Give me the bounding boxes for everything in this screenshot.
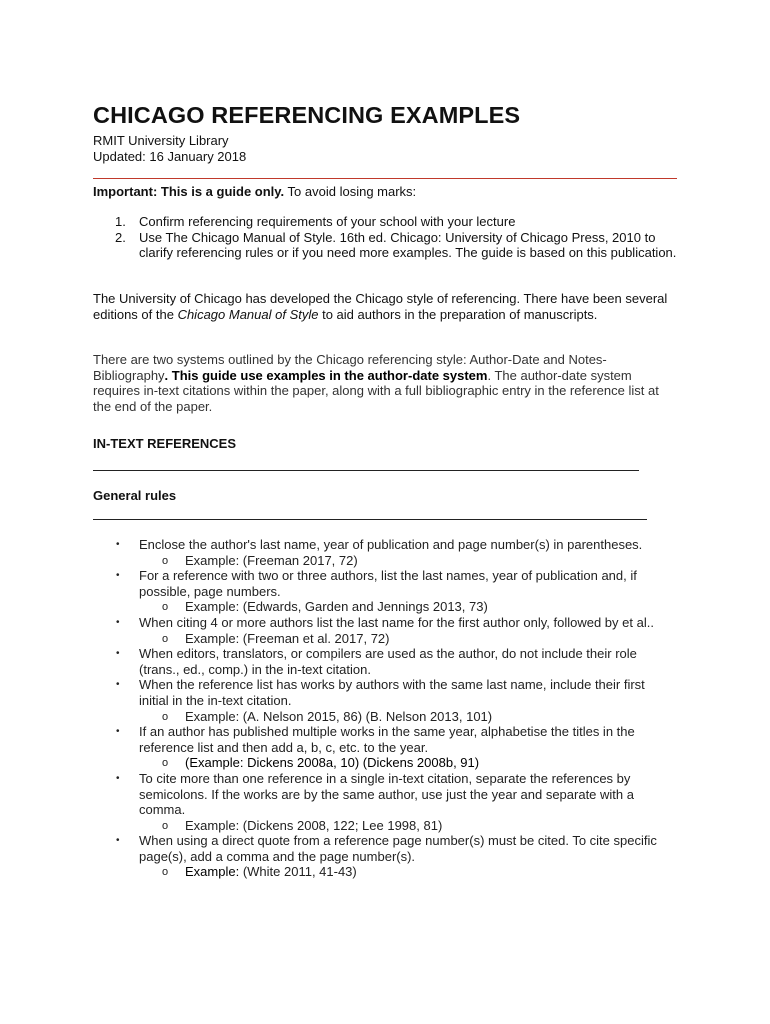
important-rest: To avoid losing marks:	[284, 184, 417, 199]
example-text: (Example: Dickens 2008a, 10) (Dickens 2008b, 91)	[185, 755, 480, 771]
numbered-item	[93, 214, 677, 230]
rule-text: When editors, translators, or compilers are used as the author, do not include their role (trans., ed., comp.) in the in-text citation.	[139, 646, 637, 677]
subheading: General rules	[93, 488, 177, 503]
numbered-item	[93, 230, 677, 261]
rule-text: Enclose the author's last name, year of publication and page number(s) in parentheses.	[139, 537, 643, 552]
page-title: CHICAGO REFERENCING EXAMPLES	[93, 102, 521, 128]
rule-text: For a reference with two or three authors, list the last names, year of publication and, if possible, page numbers.	[139, 568, 637, 599]
example-text: Example: (A. Nelson 2015, 86) (B. Nelson 2013, 101)	[185, 708, 493, 724]
sub-bullet-icon: o	[162, 710, 169, 723]
bullet-icon: •	[116, 616, 120, 628]
rule-item	[93, 833, 677, 880]
item-number: 1.	[115, 214, 126, 229]
rule-item	[93, 677, 677, 724]
item-number: 2.	[115, 229, 126, 245]
example-item	[139, 631, 677, 647]
intro-text: The University of Chicago has developed the Chicago style of referencing. There have been several editions of the	[93, 291, 668, 322]
bullet-icon: •	[116, 570, 120, 582]
systems-text-end: . The author-date system requires in-text citations within the paper, along with a full bibliographic entry in the reference list at the end of the paper.	[93, 367, 659, 414]
item-text: Use The Chicago Manual of Style. 16th ed. Chicago: University of Chicago Press, 2010 to clarify referencing rules or if you need more examples. The guide is based on this publication.	[139, 229, 677, 261]
example-item	[139, 818, 677, 834]
example-text: Example: (Edwards, Garden and Jennings 2013, 73)	[185, 599, 488, 615]
intro-text-end: to aid authors in the preparation of manuscripts.	[318, 306, 598, 322]
rule-text: If an author has published multiple works in the same year, alphabetise the titles in the reference list and then add a, b, c, etc. to the year.	[139, 724, 635, 755]
intro-italic-title: Chicago Manual of Style	[177, 306, 319, 322]
rule-text: When the reference list has works by authors with the same last name, include their first initial in the in-text citation.	[139, 677, 645, 708]
rule-item	[93, 615, 677, 646]
example-label: Example:	[185, 864, 240, 880]
bullet-icon: •	[116, 772, 120, 784]
item-text: Confirm referencing requirements of your school with your lecture	[139, 214, 516, 229]
systems-bold: . This guide use examples in the author-date system	[164, 367, 488, 383]
bullet-icon: •	[116, 679, 120, 691]
example-text: Example: (Freeman et al. 2017, 72)	[185, 630, 390, 646]
example-item	[139, 709, 677, 725]
example-text: Example: (Dickens 2008, 122; Lee 1998, 81)	[185, 817, 443, 833]
rule-item	[93, 537, 677, 568]
numbered-list	[93, 214, 677, 261]
rule-text: To cite more than one reference in a single in-text citation, separate the references by semicolons. If the works are by the same author, use just the year and separate with a comma.	[139, 770, 634, 818]
sub-bullet-icon: o	[162, 866, 169, 879]
example-item	[139, 599, 677, 615]
bullet-icon: •	[116, 539, 120, 550]
intro-paragraph	[93, 291, 677, 322]
rule-item	[93, 568, 677, 615]
sub-bullet-icon: o	[162, 601, 169, 614]
sub-bullet-icon: o	[162, 554, 169, 567]
example-text: (White 2011, 41-43)	[239, 864, 357, 880]
subheading-rule	[93, 519, 647, 520]
rule-text: When using a direct quote from a reference page number(s) must be cited. To cite specific page(s), add a comma and the page number(s).	[139, 833, 657, 864]
systems-paragraph	[93, 352, 677, 414]
sub-bullet-icon: o	[162, 757, 169, 770]
example-item	[139, 553, 677, 569]
rules-list	[93, 537, 677, 880]
sub-bullet-icon: o	[162, 819, 169, 832]
example-item	[139, 864, 677, 880]
rule-item	[93, 724, 677, 771]
rule-item	[93, 646, 677, 677]
example-text: Example: (Freeman 2017, 72)	[185, 552, 358, 568]
rule-item	[93, 771, 677, 833]
rule-text: When citing 4 or more authors list the last name for the first author only, followed by et al..	[139, 614, 654, 630]
sub-bullet-icon: o	[162, 632, 169, 645]
example-item	[139, 755, 677, 771]
important-bold: Important: This is a guide only.	[93, 184, 285, 199]
bullet-icon: •	[116, 648, 120, 660]
important-note	[93, 184, 677, 200]
header-divider	[93, 178, 677, 179]
systems-text: There are two systems outlined by the Chicago referencing style: Author-Date and Notes-Bibliography	[93, 352, 607, 383]
organization: RMIT University Library	[93, 133, 229, 148]
section-rule	[93, 470, 639, 471]
section-heading: IN-TEXT REFERENCES	[93, 436, 237, 451]
bullet-icon: •	[116, 726, 120, 738]
bullet-icon: •	[116, 835, 120, 847]
updated-date: Updated: 16 January 2018	[93, 149, 247, 164]
